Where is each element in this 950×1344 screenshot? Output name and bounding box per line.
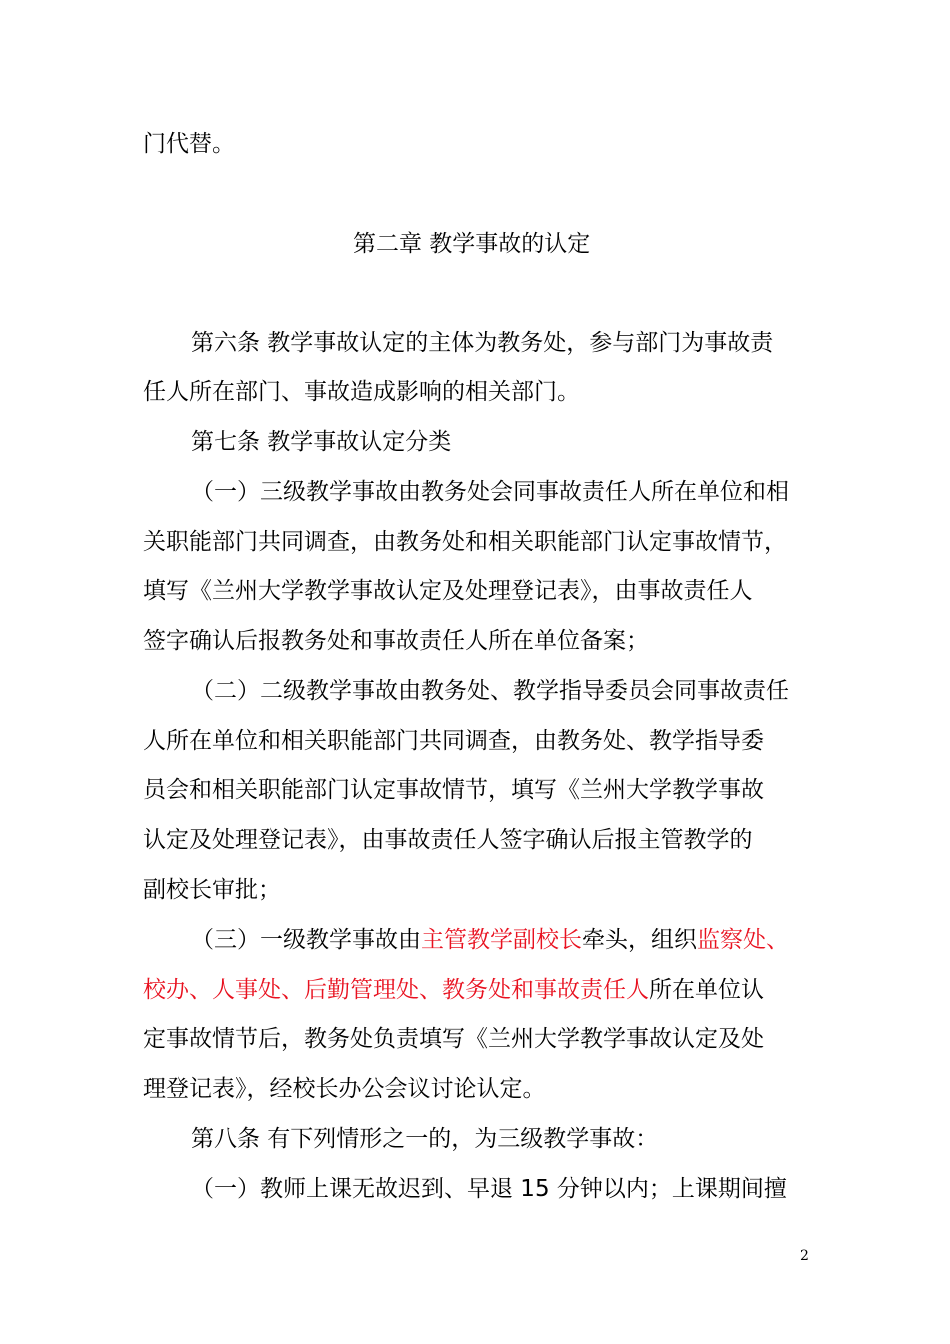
text-line: （一）三级教学事故由教务处会同事故责任人所在单位和相 — [191, 479, 789, 505]
highlighted-text: 监察处、 — [697, 927, 789, 953]
text-line: 签字确认后报教务处和事故责任人所在单位备案； — [143, 628, 649, 654]
text-line: 定事故情节后，教务处负责填写《兰州大学教学事故认定及处 — [143, 1026, 764, 1052]
page-number: 2 — [800, 1248, 809, 1264]
text-line: 理登记表》，经校长办公会议讨论认定。 — [143, 1076, 546, 1102]
highlighted-text: 校办、人事处、后勤管理处、教务处和事故责任人 — [143, 977, 649, 1003]
text-line: （一）教师上课无故迟到、早退 15 分钟以内；上课期间擅 — [191, 1176, 787, 1202]
text-line — [191, 925, 789, 955]
highlighted-text: 主管教学副校长 — [421, 927, 582, 953]
text-line: 员会和相关职能部门认定事故情节，填写《兰州大学教学事故 — [143, 777, 764, 803]
text-line: 填写《兰州大学教学事故认定及处理登记表》，由事故责任人 — [143, 578, 753, 604]
text-line: 第七条 教学事故认定分类 — [191, 429, 452, 455]
text-line — [143, 975, 764, 1005]
text-line: 认定及处理登记表》，由事故责任人签字确认后报主管教学的 — [143, 827, 753, 853]
text-line: 副校长审批； — [143, 877, 281, 903]
text-line: 门代替。 — [143, 131, 235, 157]
text-line: 第八条 有下列情形之一的，为三级教学事故： — [191, 1126, 659, 1152]
text-line: （二）二级教学事故由教务处、教学指导委员会同事故责任 — [191, 678, 789, 704]
text-segment: 所在单位认 — [649, 977, 764, 1003]
chapter-heading: 第二章 教学事故的认定 — [353, 231, 591, 257]
text-segment: （三）一级教学事故由 — [191, 927, 421, 953]
text-segment: 牵头，组织 — [582, 927, 697, 953]
text-line: 第六条 教学事故认定的主体为教务处，参与部门为事故责 — [191, 330, 774, 356]
text-line: 关职能部门共同调查，由教务处和相关职能部门认定事故情节， — [143, 529, 787, 555]
text-line: 任人所在部门、事故造成影响的相关部门。 — [143, 379, 580, 405]
text-line: 人所在单位和相关职能部门共同调查，由教务处、教学指导委 — [143, 728, 764, 754]
